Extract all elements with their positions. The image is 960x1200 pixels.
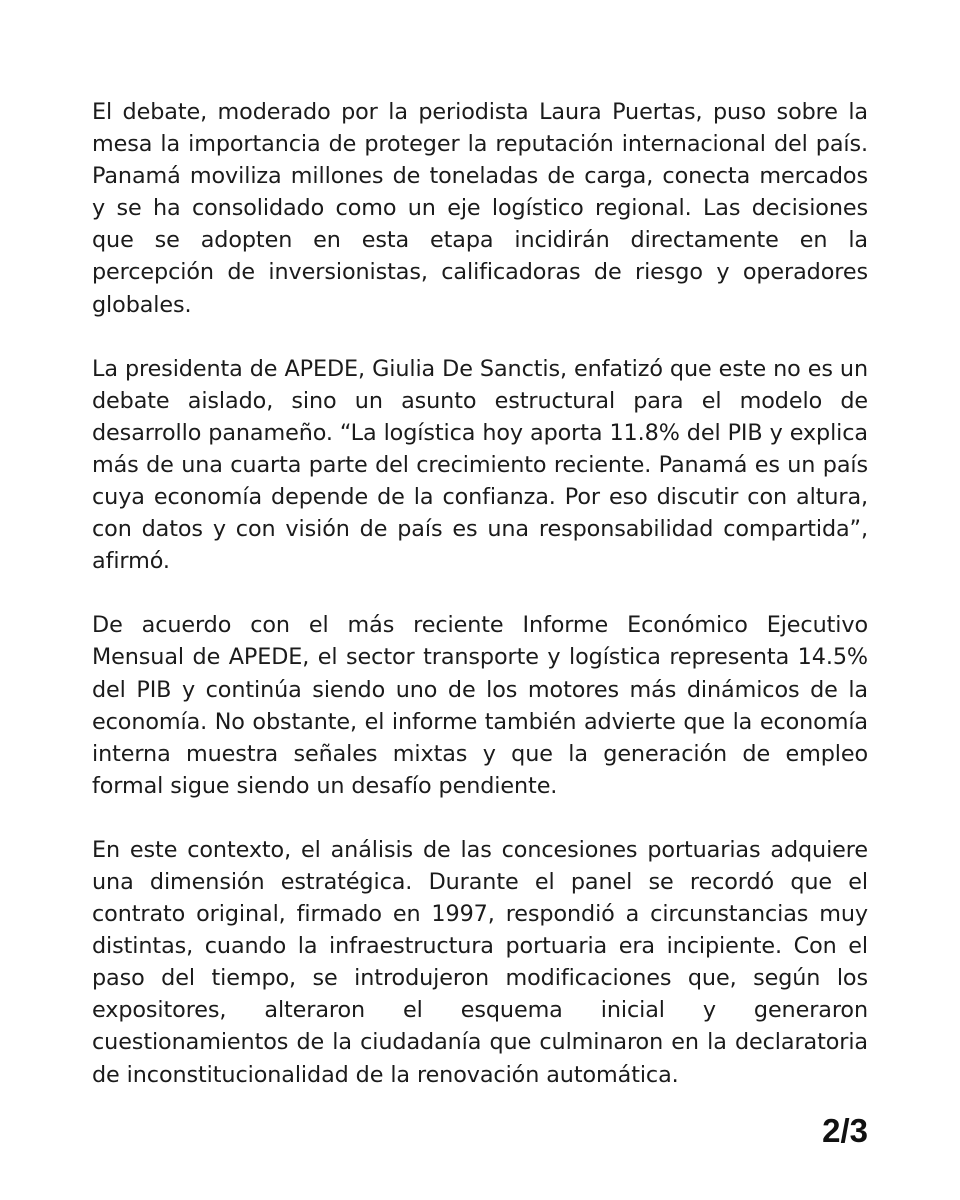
paragraph: En este contexto, el análisis de las concesiones portuarias adquiere una dimensión estratégica. Durante el panel se recordó que el contrato original, firmado en 1997, respondió a circunstancias muy distintas, cuando la infraestructura portuaria era incipiente. Con el paso del tiempo, se introdujeron modificaciones que, según los expositores, alteraron el esquema inicial y generaron cuestionamientos de la ciudadanía que culminaron en la declaratoria de inconstitucionalidad de la renovación automática. bbox=[92, 836, 868, 1088]
paragraph: De acuerdo con el más reciente Informe Económico Ejecutivo Mensual de APEDE, el sector transporte y logística representa 14.5% del PIB y continúa siendo uno de los motores más dinámicos de la economía. No obstante, el informe también advierte que la economía interna muestra señales mixtas y que la generación de empleo formal sigue siendo un desafío pendiente. bbox=[92, 612, 868, 799]
page-indicator: 2/3 bbox=[822, 1112, 868, 1149]
article-body bbox=[92, 96, 868, 1123]
paragraph: El debate, moderado por la periodista Laura Puertas, puso sobre la mesa la importancia de proteger la reputación internacional del país. Panamá moviliza millones de toneladas de carga, conecta mercados y se ha consolidado como un eje logístico regional. Las decisiones que se adopten en esta etapa incidirán directamente en la percepción de inversionistas, calificadoras de riesgo y operadores globales. bbox=[92, 99, 868, 318]
paragraph: La presidenta de APEDE, Giulia De Sanctis, enfatizó que este no es un debate aislado, sino un asunto estructural para el modelo de desarrollo panameño. “La logística hoy aporta 11.8% del PIB y explica más de una cuarta parte del crecimiento reciente. Panamá es un país cuya economía depende de la confianza. Por eso discutir con altura, con datos y con visión de país es una responsabilidad compartida”, afirmó. bbox=[92, 355, 868, 575]
